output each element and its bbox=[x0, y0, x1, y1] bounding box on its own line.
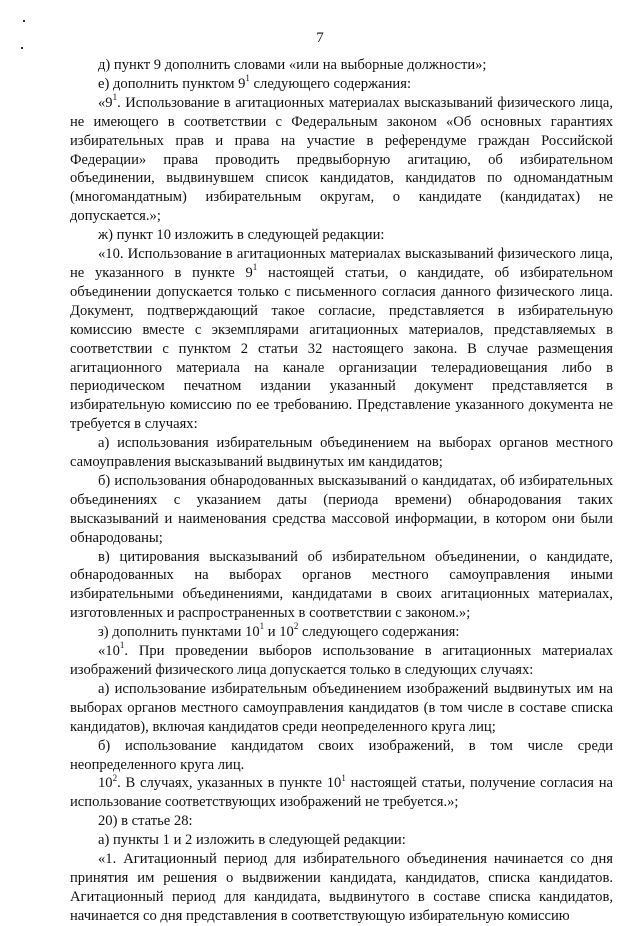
paragraph bbox=[70, 737, 613, 775]
scan-speck bbox=[23, 20, 25, 22]
text-segment: «1. Агитационный период для избирательного объединения начинается со дня принятия им решения о выдвижении кандидата, кандидатов, списка кандидатов. Агитационный период для кандидата, выдвинутого в составе списка кандидатов, начинается со дня представления в соответствующую избирательную комиссию bbox=[70, 851, 613, 924]
text-segment: б) использование кандидатом своих изображений, в том числе среди неопределенного круга лиц. bbox=[70, 737, 613, 773]
text-segment: настоящей статьи, получение согласия на использование соответствующих изображений не требуется.»; bbox=[70, 775, 613, 811]
document-body bbox=[70, 56, 613, 926]
superscript: 1 bbox=[259, 621, 265, 632]
text-segment: б) использования обнародованных высказываний о кандидатах, об избирательных объединениях с указанием даты (периода времени) обнародования таких высказываний и наименования средства массовой информации, в котором они были обнародованы; bbox=[70, 472, 613, 546]
text-segment: «10. Использование в агитационных материалах высказываний физического лица, не указанного в пункте 9 bbox=[70, 246, 613, 281]
superscript: 1 bbox=[119, 640, 125, 651]
paragraph bbox=[70, 434, 613, 472]
text-segment: следующего содержания: bbox=[249, 75, 412, 92]
text-segment: . При проведении выборов использование в агитационных материалах изображений физического лица допускается только в следующих случаях: bbox=[70, 643, 613, 678]
paragraph bbox=[70, 680, 613, 737]
paragraph bbox=[70, 472, 613, 548]
superscript: 1 bbox=[245, 73, 250, 84]
paragraph bbox=[70, 623, 613, 642]
paragraph bbox=[70, 831, 613, 850]
paragraph bbox=[70, 245, 613, 434]
text-segment: «10 bbox=[98, 643, 120, 660]
text-segment: д) пункт 9 дополнить словами «или на выборные должности»; bbox=[98, 57, 487, 73]
paragraph bbox=[70, 812, 613, 831]
text-segment: ж) пункт 10 изложить в следующей редакции: bbox=[98, 227, 385, 244]
paragraph bbox=[70, 226, 613, 245]
text-segment: «9 bbox=[98, 94, 113, 111]
text-segment: а) пункты 1 и 2 изложить в следующей редакции: bbox=[98, 832, 406, 849]
superscript: 1 bbox=[341, 772, 346, 783]
text-segment: е) дополнить пунктом 9 bbox=[98, 75, 246, 92]
paragraph bbox=[70, 56, 613, 75]
text-segment: . Использование в агитационных материалах высказываний физического лица, не имеющего в соответствии с Федеральным законом «Об основных гарантиях избирательных прав и права на участие в референдуме граждан Российской Федерации» права проводить предвыборную агитацию, об избирательном объединении, выдвинувшем список кандидатов, кандидатов по одномандатным (многомандатным) избирательным округам, о кандидате (кандидатах) не допускается.»; bbox=[70, 94, 613, 225]
paragraph bbox=[70, 548, 613, 624]
paragraph bbox=[70, 774, 613, 812]
text-segment: настоящей статьи, о кандидате, об избирательном объединении допускается только с письменного согласия данного физического лица. Документ, подтверждающий такое согласие, представляется в избирательную комиссию вместе с экземплярами агитационных материалов, представляемых в соответствии с пунктом 2 статьи 32 настоящего закона. В случае размещения агитационного материала на канале организации телерадиовещания либо в периодическом печатном издании указанный документ представляется в избирательную комиссию по ее требованию. Представление указанного документа не требуется в случаях: bbox=[70, 264, 613, 433]
superscript: 2 bbox=[112, 772, 118, 783]
text-segment: а) использования избирательным объединением на выборах органов местного самоуправления высказываний выдвинутых им кандидатов; bbox=[70, 435, 613, 471]
paragraph bbox=[70, 75, 613, 94]
text-segment: а) использование избирательным объединением изображений выдвинутых им на выборах органов местного самоуправления кандидатов (в том числе в составе списка кандидатов), включая кандидатов среди неопределенного круга лиц; bbox=[70, 680, 613, 735]
text-segment: 10 bbox=[98, 775, 113, 792]
paragraph bbox=[70, 850, 613, 926]
paragraph bbox=[70, 91, 613, 226]
superscript: 2 bbox=[293, 621, 299, 632]
text-segment: и 10 bbox=[264, 624, 294, 641]
text-segment: 20) в статье 28: bbox=[98, 813, 193, 830]
text-segment: з) дополнить пунктами 10 bbox=[98, 624, 260, 641]
text-segment: следующего содержания: bbox=[298, 624, 460, 641]
superscript: 1 bbox=[112, 91, 118, 102]
superscript: 1 bbox=[252, 262, 258, 273]
scan-speck bbox=[21, 47, 23, 49]
page-number: 7 bbox=[316, 30, 324, 46]
text-segment: в) цитирования высказываний об избирательном объединении, о кандидате, обнародованных на выборах органов местного самоуправления иными избирательными объединениями, кандидатами в своих агитационных материалах, изготовленных и распространенных в соответствии с законом.»; bbox=[70, 548, 613, 622]
paragraph bbox=[70, 642, 613, 680]
text-segment: . В случаях, указанных в пункте 10 bbox=[117, 775, 342, 792]
